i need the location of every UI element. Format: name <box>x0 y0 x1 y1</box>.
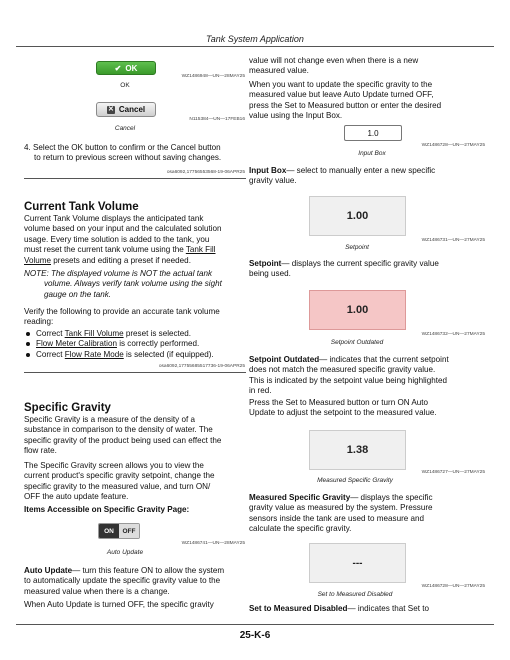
ok-button[interactable] <box>96 61 156 75</box>
setpoint-caption: Setpoint <box>345 244 369 251</box>
setpoint-display: 1.00 <box>309 196 406 236</box>
tank-fill-volume-link[interactable]: Volume <box>24 255 51 265</box>
figure-id: WZ1486731—UN—27MAY25 <box>421 238 485 243</box>
flow-meter-calibration-link[interactable]: Flow Meter Calibration <box>36 339 117 349</box>
check-icon: ✔ <box>114 63 122 73</box>
verify-list <box>24 329 254 360</box>
current-volume-text: Current Tank Volume displays the anticipated tank volume based on your input and the calculated solution usage. Every time solution is added to the tank, you must reset the current tank volume using the Tank Fill Volume presets and editing a preset if needed. <box>24 214 222 265</box>
cancel-caption: Cancel <box>114 125 136 132</box>
toggle-off[interactable]: OFF <box>119 524 139 538</box>
step-4: 4. Select the OK button to confirm or the Cancel button to return to previous screen without saving changes. <box>24 143 222 163</box>
auto-update-toggle[interactable] <box>98 523 140 539</box>
set-to-measured-text: Press the Set to Measured button or turn ON Auto Update to adjust the setpoint to the measured value. <box>249 398 437 418</box>
input-box-caption: Input Box <box>358 150 386 157</box>
specific-gravity-screen-text: The Specific Gravity screen allows you to view the current product's specific gravity setpoint, change the specific gravity to the measured value, and turn ON/ OFF the auto update feature. <box>24 461 215 502</box>
items-heading: Items Accessible on Specific Gravity Page: <box>24 505 190 514</box>
right-intro-text: value will not change even when there is a new measured value. <box>249 56 419 76</box>
toggle-on[interactable]: ON <box>99 524 119 538</box>
cancel-button-label: Cancel <box>118 105 146 114</box>
figure-id: WZ1486728—UN—27MAY25 <box>421 584 485 589</box>
list-item: Correct Flow Rate Mode is selected (if equipped). <box>24 350 254 360</box>
figure-id: WZ1486728—UN—27MAY25 <box>421 143 485 148</box>
tank-fill-volume-link[interactable]: Tank Fill <box>185 245 216 255</box>
input-box[interactable]: 1.0 <box>344 125 402 141</box>
note: NOTE: The displayed volume is NOT the actual tank volume. Always verify tank volume using the sight gauge on the tank. <box>24 269 222 299</box>
ok-caption: OK <box>120 82 130 89</box>
right-intro-text-2: When you want to update the specific gravity to the measured value but leave Auto Update turned OFF, press the Set to Measured button or enter the desired value using the Input Box. <box>249 80 442 121</box>
cancel-button[interactable] <box>96 102 156 117</box>
figure-id: WZ1486948—UN—28MAY25 <box>181 74 245 79</box>
flow-rate-mode-link[interactable]: Flow Rate Mode <box>64 349 124 359</box>
section-heading: Current Tank Volume <box>24 201 139 213</box>
close-icon: ✕ <box>107 105 114 113</box>
measured-specific-gravity-display: 1.38 <box>309 430 406 470</box>
reference-id: osa6092,17756553568-19-06APR25 <box>166 170 245 175</box>
set-to-measured-disabled-caption: Set to Measured Disabled <box>317 591 393 598</box>
figure-id: WZ1486741—UN—28MAY25 <box>181 541 245 546</box>
page-header: Tank System Application <box>206 34 304 44</box>
measured-specific-gravity-caption: Measured Specific Gravity <box>317 477 393 484</box>
section-heading: Specific Gravity <box>24 402 111 414</box>
header-rule <box>16 46 494 47</box>
setpoint-text: Setpoint— displays the current specific gravity value being used. <box>249 259 439 279</box>
specific-gravity-text: Specific Gravity is a measure of the density of a substance in comparison to the density of water. The specific gravity of the product being used can effect the flow rate. <box>24 415 222 456</box>
setpoint-outdated-display: 1.00 <box>309 290 406 330</box>
figure-id: WZ1486732—UN—27MAY25 <box>421 332 485 337</box>
verify-text: Verify the following to provide an accurate tank volume reading: <box>24 307 220 327</box>
auto-update-caption: Auto Update <box>106 549 144 556</box>
setpoint-outdated-text: Setpoint Outdated— indicates that the current setpoint does not match the measured specific gravity value. This is indicated by the setpoint value being highlighted in red. <box>249 355 449 396</box>
reference-id: osa6092,17755685517736-19-06APR25 <box>158 364 245 369</box>
list-item: Correct Tank Fill Volume preset is selected. <box>24 329 254 339</box>
tank-fill-volume-link[interactable]: Tank Fill Volume <box>64 329 124 338</box>
setpoint-outdated-caption: Setpoint Outdated <box>330 339 384 346</box>
set-to-measured-disabled-display: --- <box>309 543 406 583</box>
page-number: 25-K-6 <box>239 630 271 641</box>
footer-rule <box>16 624 494 625</box>
auto-update-off-text: When Auto Update is turned OFF, the specific gravity <box>24 600 214 609</box>
ok-button-label: OK <box>125 63 138 73</box>
section-rule <box>24 372 246 373</box>
section-rule <box>24 178 246 179</box>
figure-id: N115384—UN—17FEB16 <box>189 117 245 122</box>
auto-update-text: Auto Update— turn this feature ON to allow the system to automatically update the specific gravity value to the measured value when there is a change. <box>24 566 225 596</box>
list-item: Flow Meter Calibration is correctly performed. <box>24 339 254 349</box>
measured-specific-gravity-text: Measured Specific Gravity— displays the specific gravity value as measured by the system. Pressure sensors inside the tank are used to measure and calculate the specific gravity. <box>249 493 433 534</box>
set-to-measured-disabled-text: Set to Measured Disabled— indicates that Set to <box>249 604 429 613</box>
input-box-text: Input Box— select to manually enter a new specific gravity value. <box>249 166 436 186</box>
figure-id: WZ1486727—UN—27MAY25 <box>421 470 485 475</box>
